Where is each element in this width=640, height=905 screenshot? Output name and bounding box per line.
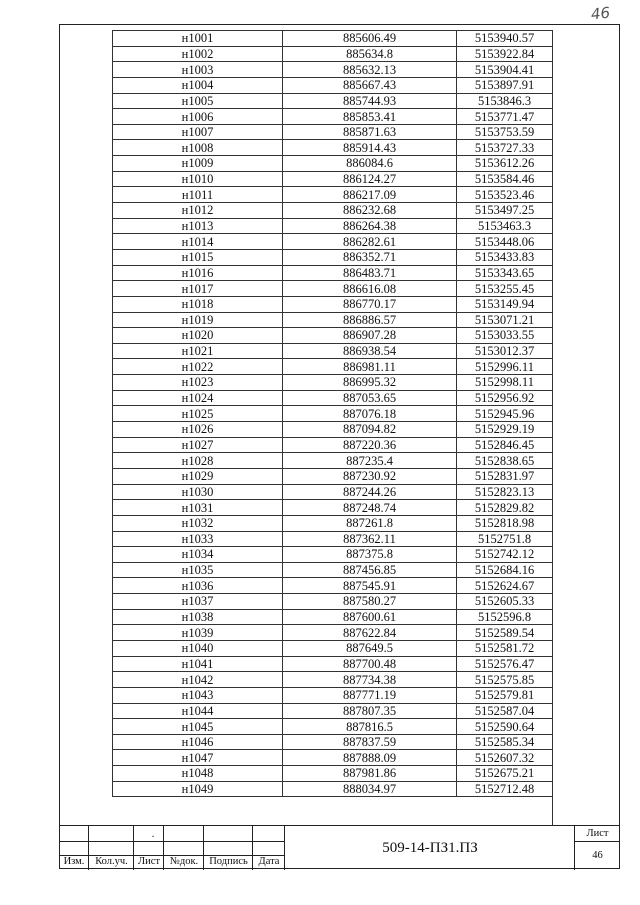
table-row bbox=[113, 296, 553, 312]
x-coordinate-cell: 887230.92 bbox=[283, 468, 457, 484]
stamp-dot: . bbox=[151, 829, 155, 840]
handwritten-page-number: 46 bbox=[590, 3, 611, 24]
x-coordinate-cell: 886995.32 bbox=[283, 375, 457, 391]
point-name-cell: н1040 bbox=[113, 640, 283, 656]
table-row bbox=[113, 77, 553, 93]
y-coordinate-cell: 5152581.72 bbox=[457, 640, 553, 656]
y-coordinate-cell: 5152607.32 bbox=[457, 750, 553, 766]
point-name-cell: н1007 bbox=[113, 124, 283, 140]
table-row bbox=[113, 265, 553, 281]
table-row bbox=[113, 640, 553, 656]
document-code: 509-14-ПЗ1.ПЗ bbox=[382, 840, 478, 856]
x-coordinate-cell: 887261.8 bbox=[283, 515, 457, 531]
x-coordinate-cell: 885914.43 bbox=[283, 140, 457, 156]
table-row bbox=[113, 687, 553, 703]
y-coordinate-cell: 5152712.48 bbox=[457, 781, 553, 797]
y-coordinate-cell: 5152579.81 bbox=[457, 687, 553, 703]
x-coordinate-cell: 886124.27 bbox=[283, 171, 457, 187]
table-row bbox=[113, 249, 553, 265]
x-coordinate-cell: 885632.13 bbox=[283, 62, 457, 78]
x-coordinate-cell: 885606.49 bbox=[283, 31, 457, 47]
point-name-cell: н1005 bbox=[113, 93, 283, 109]
x-coordinate-cell: 887220.36 bbox=[283, 437, 457, 453]
y-coordinate-cell: 5153584.46 bbox=[457, 171, 553, 187]
stamp-label-data: Дата bbox=[258, 856, 280, 867]
y-coordinate-cell: 5152605.33 bbox=[457, 594, 553, 610]
x-coordinate-cell: 886907.28 bbox=[283, 328, 457, 344]
stamp-label-list: Лист bbox=[138, 856, 160, 867]
x-coordinate-cell: 885871.63 bbox=[283, 124, 457, 140]
point-name-cell: н1036 bbox=[113, 578, 283, 594]
y-coordinate-cell: 5153433.83 bbox=[457, 249, 553, 265]
y-coordinate-cell: 5152590.64 bbox=[457, 719, 553, 735]
table-row bbox=[113, 562, 553, 578]
point-name-cell: н1004 bbox=[113, 77, 283, 93]
y-coordinate-cell: 5152576.47 bbox=[457, 656, 553, 672]
x-coordinate-cell: 886232.68 bbox=[283, 203, 457, 219]
x-coordinate-cell: 887837.59 bbox=[283, 734, 457, 750]
table-row bbox=[113, 234, 553, 250]
point-name-cell: н1034 bbox=[113, 547, 283, 563]
stamp-label-izm: Изм. bbox=[63, 856, 85, 867]
y-coordinate-cell: 5153463.3 bbox=[457, 218, 553, 234]
y-coordinate-cell: 5153612.26 bbox=[457, 156, 553, 172]
x-coordinate-cell: 887076.18 bbox=[283, 406, 457, 422]
x-coordinate-cell: 887094.82 bbox=[283, 422, 457, 438]
table-row bbox=[113, 93, 553, 109]
y-coordinate-cell: 5152945.96 bbox=[457, 406, 553, 422]
x-coordinate-cell: 886483.71 bbox=[283, 265, 457, 281]
point-name-cell: н1033 bbox=[113, 531, 283, 547]
point-name-cell: н1016 bbox=[113, 265, 283, 281]
point-name-cell: н1043 bbox=[113, 687, 283, 703]
y-coordinate-cell: 5153940.57 bbox=[457, 31, 553, 47]
point-name-cell: н1011 bbox=[113, 187, 283, 203]
y-coordinate-cell: 5152956.92 bbox=[457, 390, 553, 406]
point-name-cell: н1038 bbox=[113, 609, 283, 625]
x-coordinate-cell: 887456.85 bbox=[283, 562, 457, 578]
point-name-cell: н1031 bbox=[113, 500, 283, 516]
point-name-cell: н1041 bbox=[113, 656, 283, 672]
point-name-cell: н1042 bbox=[113, 672, 283, 688]
sheet-number: 46 bbox=[592, 850, 603, 861]
table-row bbox=[113, 719, 553, 735]
y-coordinate-cell: 5153523.46 bbox=[457, 187, 553, 203]
x-coordinate-cell: 886616.08 bbox=[283, 281, 457, 297]
table-row bbox=[113, 734, 553, 750]
table-row bbox=[113, 328, 553, 344]
table-row bbox=[113, 625, 553, 641]
y-coordinate-cell: 5153255.45 bbox=[457, 281, 553, 297]
y-coordinate-cell: 5153448.06 bbox=[457, 234, 553, 250]
point-name-cell: н1037 bbox=[113, 594, 283, 610]
point-name-cell: н1027 bbox=[113, 437, 283, 453]
table-row bbox=[113, 124, 553, 140]
y-coordinate-cell: 5152998.11 bbox=[457, 375, 553, 391]
table-row bbox=[113, 62, 553, 78]
point-name-cell: н1001 bbox=[113, 31, 283, 47]
table-row bbox=[113, 406, 553, 422]
point-name-cell: н1009 bbox=[113, 156, 283, 172]
point-name-cell: н1022 bbox=[113, 359, 283, 375]
point-name-cell: н1003 bbox=[113, 62, 283, 78]
y-coordinate-cell: 5152575.85 bbox=[457, 672, 553, 688]
x-coordinate-cell: 887734.38 bbox=[283, 672, 457, 688]
x-coordinate-cell: 887622.84 bbox=[283, 625, 457, 641]
x-coordinate-cell: 887816.5 bbox=[283, 719, 457, 735]
stamp-label-ndoc: №док. bbox=[169, 856, 199, 867]
table-right-border bbox=[552, 30, 553, 825]
x-coordinate-cell: 887981.86 bbox=[283, 766, 457, 782]
x-coordinate-cell: 887771.19 bbox=[283, 687, 457, 703]
y-coordinate-cell: 5153771.47 bbox=[457, 109, 553, 125]
table-row bbox=[113, 46, 553, 62]
table-row bbox=[113, 531, 553, 547]
y-coordinate-cell: 5152675.21 bbox=[457, 766, 553, 782]
x-coordinate-cell: 885667.43 bbox=[283, 77, 457, 93]
point-name-cell: н1025 bbox=[113, 406, 283, 422]
y-coordinate-cell: 5152624.67 bbox=[457, 578, 553, 594]
point-name-cell: н1035 bbox=[113, 562, 283, 578]
y-coordinate-cell: 5152596.8 bbox=[457, 609, 553, 625]
x-coordinate-cell: 887375.8 bbox=[283, 547, 457, 563]
point-name-cell: н1029 bbox=[113, 468, 283, 484]
point-name-cell: н1045 bbox=[113, 719, 283, 735]
table-row bbox=[113, 750, 553, 766]
x-coordinate-cell: 885634.8 bbox=[283, 46, 457, 62]
point-name-cell: н1032 bbox=[113, 515, 283, 531]
table-row bbox=[113, 515, 553, 531]
y-coordinate-cell: 5153727.33 bbox=[457, 140, 553, 156]
y-coordinate-cell: 5152929.19 bbox=[457, 422, 553, 438]
table-row bbox=[113, 343, 553, 359]
x-coordinate-cell: 888034.97 bbox=[283, 781, 457, 797]
point-name-cell: н1017 bbox=[113, 281, 283, 297]
y-coordinate-cell: 5152585.34 bbox=[457, 734, 553, 750]
point-name-cell: н1020 bbox=[113, 328, 283, 344]
point-name-cell: н1024 bbox=[113, 390, 283, 406]
coordinates-table bbox=[112, 30, 553, 797]
stamp-label-kolvo: Кол.уч. bbox=[95, 856, 128, 867]
table-row bbox=[113, 703, 553, 719]
x-coordinate-cell: 886886.57 bbox=[283, 312, 457, 328]
table-row bbox=[113, 437, 553, 453]
point-name-cell: н1023 bbox=[113, 375, 283, 391]
y-coordinate-cell: 5153897.91 bbox=[457, 77, 553, 93]
table-row bbox=[113, 281, 553, 297]
point-name-cell: н1048 bbox=[113, 766, 283, 782]
table-row bbox=[113, 359, 553, 375]
x-coordinate-cell: 887649.5 bbox=[283, 640, 457, 656]
table-row bbox=[113, 594, 553, 610]
point-name-cell: н1026 bbox=[113, 422, 283, 438]
table-row bbox=[113, 484, 553, 500]
point-name-cell: н1028 bbox=[113, 453, 283, 469]
point-name-cell: н1002 bbox=[113, 46, 283, 62]
x-coordinate-cell: 887545.91 bbox=[283, 578, 457, 594]
point-name-cell: н1019 bbox=[113, 312, 283, 328]
y-coordinate-cell: 5152996.11 bbox=[457, 359, 553, 375]
y-coordinate-cell: 5153904.41 bbox=[457, 62, 553, 78]
y-coordinate-cell: 5152818.98 bbox=[457, 515, 553, 531]
table-row bbox=[113, 422, 553, 438]
table-row bbox=[113, 547, 553, 563]
y-coordinate-cell: 5152846.45 bbox=[457, 437, 553, 453]
y-coordinate-cell: 5153012.37 bbox=[457, 343, 553, 359]
table-row bbox=[113, 312, 553, 328]
point-name-cell: н1015 bbox=[113, 249, 283, 265]
stamp-label-podpis: Подпись bbox=[209, 856, 248, 867]
stamp-row-line-1 bbox=[59, 841, 285, 842]
y-coordinate-cell: 5153033.55 bbox=[457, 328, 553, 344]
point-name-cell: н1044 bbox=[113, 703, 283, 719]
y-coordinate-cell: 5152838.65 bbox=[457, 453, 553, 469]
x-coordinate-cell: 887807.35 bbox=[283, 703, 457, 719]
x-coordinate-cell: 887244.26 bbox=[283, 484, 457, 500]
table-row bbox=[113, 31, 553, 47]
y-coordinate-cell: 5153922.84 bbox=[457, 46, 553, 62]
x-coordinate-cell: 887362.11 bbox=[283, 531, 457, 547]
x-coordinate-cell: 886770.17 bbox=[283, 296, 457, 312]
x-coordinate-cell: 885853.41 bbox=[283, 109, 457, 125]
x-coordinate-cell: 886981.11 bbox=[283, 359, 457, 375]
x-coordinate-cell: 886352.71 bbox=[283, 249, 457, 265]
y-coordinate-cell: 5153497.25 bbox=[457, 203, 553, 219]
table-row bbox=[113, 187, 553, 203]
y-coordinate-cell: 5152587.04 bbox=[457, 703, 553, 719]
x-coordinate-cell: 887580.27 bbox=[283, 594, 457, 610]
table-row bbox=[113, 218, 553, 234]
point-name-cell: н1013 bbox=[113, 218, 283, 234]
x-coordinate-cell: 886282.61 bbox=[283, 234, 457, 250]
y-coordinate-cell: 5152742.12 bbox=[457, 547, 553, 563]
y-coordinate-cell: 5153343.65 bbox=[457, 265, 553, 281]
y-coordinate-cell: 5153846.3 bbox=[457, 93, 553, 109]
table-row bbox=[113, 156, 553, 172]
table-row bbox=[113, 672, 553, 688]
x-coordinate-cell: 887700.48 bbox=[283, 656, 457, 672]
point-name-cell: н1030 bbox=[113, 484, 283, 500]
table-row bbox=[113, 140, 553, 156]
point-name-cell: н1046 bbox=[113, 734, 283, 750]
x-coordinate-cell: 886217.09 bbox=[283, 187, 457, 203]
point-name-cell: н1039 bbox=[113, 625, 283, 641]
y-coordinate-cell: 5152831.97 bbox=[457, 468, 553, 484]
x-coordinate-cell: 887053.65 bbox=[283, 390, 457, 406]
y-coordinate-cell: 5152751.8 bbox=[457, 531, 553, 547]
y-coordinate-cell: 5152823.13 bbox=[457, 484, 553, 500]
sheet-label: Лист bbox=[586, 828, 609, 839]
table-row bbox=[113, 375, 553, 391]
x-coordinate-cell: 887235.4 bbox=[283, 453, 457, 469]
table-row bbox=[113, 656, 553, 672]
title-block bbox=[59, 825, 620, 869]
x-coordinate-cell: 887600.61 bbox=[283, 609, 457, 625]
point-name-cell: н1047 bbox=[113, 750, 283, 766]
x-coordinate-cell: 886938.54 bbox=[283, 343, 457, 359]
table-row bbox=[113, 109, 553, 125]
x-coordinate-cell: 886264.38 bbox=[283, 218, 457, 234]
point-name-cell: н1010 bbox=[113, 171, 283, 187]
table-row bbox=[113, 766, 553, 782]
y-coordinate-cell: 5153149.94 bbox=[457, 296, 553, 312]
point-name-cell: н1006 bbox=[113, 109, 283, 125]
point-name-cell: н1049 bbox=[113, 781, 283, 797]
point-name-cell: н1012 bbox=[113, 203, 283, 219]
table-row bbox=[113, 468, 553, 484]
point-name-cell: н1021 bbox=[113, 343, 283, 359]
y-coordinate-cell: 5152684.16 bbox=[457, 562, 553, 578]
x-coordinate-cell: 887248.74 bbox=[283, 500, 457, 516]
y-coordinate-cell: 5152589.54 bbox=[457, 625, 553, 641]
y-coordinate-cell: 5153753.59 bbox=[457, 124, 553, 140]
point-name-cell: н1014 bbox=[113, 234, 283, 250]
table-row bbox=[113, 609, 553, 625]
table-row bbox=[113, 171, 553, 187]
x-coordinate-cell: 886084.6 bbox=[283, 156, 457, 172]
table-row bbox=[113, 500, 553, 516]
point-name-cell: н1018 bbox=[113, 296, 283, 312]
table-row bbox=[113, 390, 553, 406]
x-coordinate-cell: 885744.93 bbox=[283, 93, 457, 109]
y-coordinate-cell: 5152829.82 bbox=[457, 500, 553, 516]
table-row bbox=[113, 578, 553, 594]
table-row bbox=[113, 781, 553, 797]
x-coordinate-cell: 887888.09 bbox=[283, 750, 457, 766]
y-coordinate-cell: 5153071.21 bbox=[457, 312, 553, 328]
table-row bbox=[113, 453, 553, 469]
point-name-cell: н1008 bbox=[113, 140, 283, 156]
table-row bbox=[113, 203, 553, 219]
